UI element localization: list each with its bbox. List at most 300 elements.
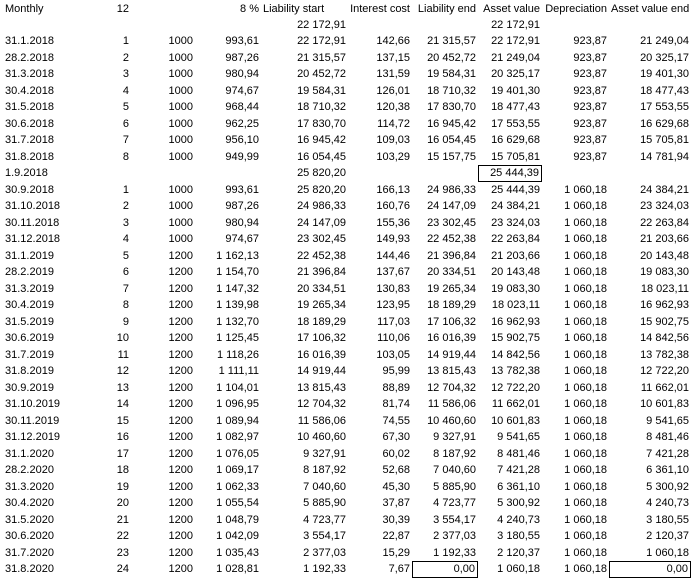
cell-date[interactable]: 28.2.2020	[5, 464, 54, 476]
cell-interest-cost[interactable]: 52,68	[382, 464, 410, 476]
cell-payment[interactable]: 1200	[168, 431, 193, 443]
cell-period[interactable]	[93, 165, 131, 182]
cell-liability-end[interactable]: 4 723,77	[433, 497, 476, 509]
cell-liability-end[interactable]: 21 396,84	[427, 249, 476, 262]
cell-payment[interactable]: 1200	[168, 315, 193, 328]
cell-period[interactable]: 8	[122, 299, 129, 311]
cell-interest-cost[interactable]: 155,36	[376, 216, 410, 229]
cell-asset-value[interactable]: 3 180,55	[497, 530, 540, 542]
cell-asset-value[interactable]: 15 705,81	[491, 150, 540, 163]
cell-date[interactable]: 30.11.2019	[5, 414, 60, 427]
cell-depreciation[interactable]: 1 060,18	[564, 398, 607, 410]
cell-present-value[interactable]: 962,25	[225, 117, 259, 130]
cell-interest-cost[interactable]: 15,29	[382, 546, 410, 559]
cell-depreciation[interactable]: 1 060,18	[564, 530, 607, 542]
cell-date[interactable]: 31.5.2018	[5, 101, 54, 113]
cell-period[interactable]: 15	[116, 414, 129, 427]
cell-asset-value-end[interactable]: 20 325,17	[640, 51, 689, 64]
cell-asset-value-end[interactable]: 16 629,68	[640, 117, 689, 130]
cell-date[interactable]: 30.11.2018	[5, 216, 60, 229]
cell-depreciation[interactable]: 1 060,18	[564, 233, 607, 245]
cell-asset-value[interactable]: 16 962,93	[491, 315, 540, 328]
cell-date[interactable]: 30.6.2019	[5, 332, 54, 344]
cell-liability-start[interactable]: 21 396,84	[297, 266, 346, 278]
cell-payment[interactable]: 1000	[168, 200, 193, 212]
cell-liability-end[interactable]	[412, 17, 478, 34]
cell-asset-value-end[interactable]: 15 902,75	[640, 315, 689, 328]
cell-liability-end[interactable]: 20 452,72	[427, 51, 476, 64]
cell-asset-value-end[interactable]	[609, 165, 691, 182]
cell-date[interactable]: 31.7.2020	[5, 546, 54, 559]
cell-asset-value-end[interactable]: 22 263,84	[640, 216, 689, 229]
cell-period[interactable]: 4	[122, 233, 129, 245]
cell-depreciation[interactable]: 1 060,18	[564, 200, 607, 212]
cell-interest-cost[interactable]: 67,30	[382, 431, 410, 443]
cell-liability-end[interactable]: 14 919,44	[427, 348, 476, 361]
cell-asset-value-end[interactable]: 12 722,20	[640, 365, 689, 377]
cell-present-value[interactable]: 1 082,97	[216, 431, 259, 443]
cell-interest-cost[interactable]: 37,87	[382, 497, 410, 509]
cell-depreciation[interactable]: 923,87	[573, 35, 607, 47]
cell-interest-cost[interactable]: 22,87	[382, 530, 410, 542]
cell-depreciation[interactable]: 923,87	[573, 117, 607, 130]
cell-interest-cost[interactable]: 88,89	[382, 381, 410, 394]
cell-interest-cost[interactable]: 166,13	[376, 183, 410, 196]
cell-payment[interactable]: 1200	[168, 513, 193, 526]
cell-asset-value-end[interactable]: 3 180,55	[646, 513, 689, 526]
cell-asset-value-end[interactable]: 9 541,65	[646, 414, 689, 427]
cell-asset-value-end[interactable]: 18 477,43	[640, 84, 689, 97]
cell-period[interactable]: 7	[122, 282, 129, 295]
cell-interest-cost[interactable]: 95,99	[382, 365, 410, 377]
cell-payment[interactable]: 1000	[168, 84, 193, 97]
cell-present-value[interactable]: 1 055,54	[216, 497, 259, 509]
cell-present-value[interactable]: 1 042,09	[216, 530, 259, 542]
cell-period[interactable]: 20	[116, 497, 129, 509]
cell-payment[interactable]: 1000	[168, 35, 193, 47]
cell-depreciation[interactable]: 1 060,18	[564, 563, 607, 575]
cell-interest-cost[interactable]: 103,29	[376, 150, 410, 163]
cell-liability-end[interactable]: 12 704,32	[427, 381, 476, 394]
cell-depreciation[interactable]: 1 060,18	[564, 381, 607, 394]
cell-date[interactable]: 31.7.2019	[5, 348, 54, 361]
cell-present-value[interactable]: 1 062,33	[216, 480, 259, 493]
cell-liability-end[interactable]: 16 016,39	[427, 332, 476, 344]
cell-interest-cost[interactable]: 142,66	[376, 35, 410, 47]
cell-interest-cost[interactable]: 109,03	[376, 134, 410, 146]
cell-present-value[interactable]: 1 089,94	[216, 414, 259, 427]
cell-liability-start[interactable]: 22 172,91	[297, 35, 346, 47]
cell-liability-end[interactable]: 13 815,43	[427, 365, 476, 377]
cell-asset-value[interactable]: 1 060,18	[497, 563, 540, 575]
cell-liability-start[interactable]: 4 723,77	[303, 513, 346, 526]
cell-liability-start[interactable]: 20 452,72	[297, 68, 346, 80]
cell-asset-value-end[interactable]: 8 481,46	[646, 431, 689, 443]
cell-date[interactable]: 31.10.2019	[5, 398, 61, 410]
cell-asset-value[interactable]: 25 444,39	[478, 165, 542, 182]
cell-date[interactable]: 31.3.2018	[5, 68, 54, 80]
cell-present-value[interactable]: 1 118,26	[216, 348, 259, 361]
cell-liability-end[interactable]: 16 054,45	[427, 134, 476, 146]
cell-period[interactable]: 18	[116, 464, 129, 476]
cell-payment[interactable]: 1000	[168, 51, 193, 64]
cell-asset-value-end[interactable]: 16 962,93	[640, 299, 689, 311]
cell-liability-start[interactable]: 24 986,33	[297, 200, 346, 212]
cell-payment[interactable]	[131, 17, 195, 34]
cell-date[interactable]: 31.1.2019	[5, 249, 54, 262]
cell-liability-start[interactable]: 16 945,42	[297, 134, 346, 146]
cell-liability-end[interactable]: 2 377,03	[433, 530, 476, 542]
cell-present-value[interactable]: 1 139,98	[216, 299, 259, 311]
cell-period[interactable]: 23	[116, 546, 129, 559]
cell-depreciation[interactable]: 1 060,18	[564, 464, 607, 476]
cell-asset-value[interactable]: 21 203,66	[491, 249, 540, 262]
cell-interest-cost[interactable]: 74,55	[382, 414, 410, 427]
cell-asset-value[interactable]: 9 541,65	[497, 431, 540, 443]
cell-date[interactable]: 31.5.2020	[5, 513, 54, 526]
cell-period[interactable]: 16	[116, 431, 129, 443]
cell-date[interactable]: 31.1.2020	[5, 447, 54, 460]
cell-present-value[interactable]: 974,67	[225, 84, 259, 97]
cell-interest-cost[interactable]: 126,01	[376, 84, 410, 97]
cell-depreciation[interactable]: 923,87	[573, 134, 607, 146]
cell-liability-start[interactable]: 17 106,32	[297, 332, 346, 344]
cell-asset-value-end[interactable]	[609, 17, 691, 34]
cell-liability-end[interactable]: 16 945,42	[427, 117, 476, 130]
cell-asset-value[interactable]: 18 023,11	[491, 299, 540, 311]
cell-liability-end[interactable]: 19 265,34	[427, 282, 476, 295]
cell-interest-cost[interactable]: 60,02	[382, 447, 410, 460]
cell-present-value[interactable]: 1 125,45	[216, 332, 259, 344]
cell-asset-value[interactable]: 19 083,30	[491, 282, 540, 295]
cell-asset-value[interactable]: 10 601,83	[491, 414, 540, 427]
cell-period[interactable]: 13	[116, 381, 129, 394]
cell-interest-cost[interactable]: 103,05	[376, 348, 410, 361]
cell-asset-value[interactable]: 12 722,20	[491, 381, 540, 394]
cell-asset-value-end[interactable]: 18 023,11	[640, 282, 689, 295]
cell-liability-end[interactable]: 1 192,33	[433, 546, 476, 559]
cell-interest-cost[interactable]: 110,06	[377, 332, 410, 344]
cell-liability-start[interactable]: 7 040,60	[303, 480, 346, 493]
cell-asset-value-end[interactable]: 11 662,01	[640, 381, 689, 394]
cell-date[interactable]: 31.8.2018	[5, 150, 54, 163]
header-monthly[interactable]: Monthly	[5, 3, 44, 15]
cell-period[interactable]	[93, 17, 131, 34]
cell-present-value[interactable]	[195, 165, 261, 182]
cell-period[interactable]: 21	[116, 513, 129, 526]
cell-depreciation[interactable]: 923,87	[573, 150, 607, 163]
header-interest-cost[interactable]: Interest cost	[350, 3, 410, 15]
cell-liability-start[interactable]: 12 704,32	[297, 398, 346, 410]
cell-period[interactable]: 9	[122, 315, 129, 328]
cell-present-value[interactable]: 968,44	[225, 101, 259, 113]
cell-date[interactable]: 30.6.2018	[5, 117, 54, 130]
cell-depreciation[interactable]: 1 060,18	[564, 332, 607, 344]
cell-payment[interactable]: 1200	[168, 299, 193, 311]
cell-period[interactable]: 22	[116, 530, 129, 542]
cell-depreciation[interactable]: 1 060,18	[564, 431, 607, 443]
cell-payment[interactable]: 1000	[168, 134, 193, 146]
cell-depreciation[interactable]: 1 060,18	[564, 480, 607, 493]
cell-liability-start[interactable]: 3 554,17	[303, 530, 346, 542]
cell-interest-cost[interactable]: 144,46	[376, 249, 410, 262]
cell-period[interactable]: 6	[122, 117, 129, 130]
cell-interest-cost[interactable]: 114,72	[377, 117, 410, 130]
cell-payment[interactable]: 1200	[168, 447, 193, 460]
cell-period[interactable]: 8	[122, 150, 129, 163]
cell-asset-value[interactable]: 8 481,46	[497, 447, 540, 460]
cell-present-value[interactable]: 1 069,17	[216, 464, 259, 476]
header-asset-value-end[interactable]: Asset value end	[611, 3, 690, 15]
cell-asset-value[interactable]: 13 782,38	[491, 365, 540, 377]
cell-liability-start[interactable]: 18 710,32	[297, 101, 346, 113]
cell-asset-value-end[interactable]: 2 120,37	[646, 530, 689, 542]
cell-period[interactable]: 5	[122, 101, 129, 113]
cell-asset-value-end[interactable]: 17 553,55	[640, 101, 689, 113]
cell-date[interactable]: 31.7.2018	[5, 134, 54, 146]
cell-liability-end[interactable]: 17 106,32	[427, 315, 476, 328]
cell-present-value[interactable]: 987,26	[225, 51, 259, 64]
cell-date[interactable]: 30.9.2018	[5, 183, 54, 196]
cell-date[interactable]: 31.12.2018	[5, 233, 61, 245]
cell-date[interactable]: 30.4.2019	[5, 299, 54, 311]
cell-period[interactable]: 4	[122, 84, 129, 97]
cell-date[interactable]: 31.10.2018	[5, 200, 61, 212]
cell-interest-cost[interactable]: 117,03	[377, 315, 410, 328]
cell-payment[interactable]: 1000	[168, 68, 193, 80]
cell-period[interactable]: 17	[116, 447, 129, 460]
cell-period[interactable]: 1	[122, 183, 129, 196]
cell-interest-cost[interactable]: 137,67	[376, 266, 410, 278]
cell-asset-value[interactable]: 23 324,03	[491, 216, 540, 229]
cell-asset-value[interactable]: 21 249,04	[491, 51, 540, 64]
cell-payment[interactable]: 1000	[168, 150, 193, 163]
cell-liability-end[interactable]: 8 187,92	[433, 447, 476, 460]
cell-depreciation[interactable]	[542, 17, 609, 34]
cell-depreciation[interactable]: 1 060,18	[564, 513, 607, 526]
cell-depreciation[interactable]: 923,87	[573, 68, 607, 80]
cell-liability-start[interactable]: 20 334,51	[297, 282, 346, 295]
cell-depreciation[interactable]: 923,87	[573, 101, 607, 113]
cell-liability-start[interactable]: 21 315,57	[297, 51, 346, 64]
cell-date[interactable]: 30.4.2018	[5, 84, 54, 97]
cell-payment[interactable]: 1200	[168, 414, 193, 427]
cell-period[interactable]: 3	[122, 68, 129, 80]
cell-present-value[interactable]: 980,94	[225, 216, 259, 229]
cell-liability-start[interactable]: 16 054,45	[297, 150, 346, 163]
cell-present-value[interactable]: 993,61	[225, 35, 259, 47]
cell-date[interactable]: 1.9.2018	[5, 167, 48, 179]
cell-liability-end[interactable]: 10 460,60	[427, 414, 476, 427]
header-liability-end[interactable]: Liability end	[417, 3, 476, 15]
cell-present-value[interactable]: 1 028,81	[216, 563, 259, 575]
header-liability-start[interactable]: Liability start	[263, 3, 325, 15]
cell-asset-value-end[interactable]: 6 361,10	[646, 464, 689, 476]
cell-present-value[interactable]: 1 162,13	[216, 249, 259, 262]
cell-asset-value[interactable]: 4 240,73	[497, 513, 540, 526]
cell-liability-end[interactable]: 7 040,60	[433, 464, 476, 476]
cell-liability-end[interactable]: 21 315,57	[427, 35, 476, 47]
cell-liability-start[interactable]: 11 586,06	[297, 414, 346, 427]
cell-liability-start[interactable]: 13 815,43	[297, 381, 346, 394]
cell-date[interactable]: 28.2.2018	[5, 51, 54, 64]
cell-liability-end[interactable]: 9 327,91	[433, 431, 476, 443]
cell-date[interactable]: 31.3.2019	[5, 282, 54, 295]
cell-asset-value-end[interactable]: 15 705,81	[640, 134, 689, 146]
cell-liability-start[interactable]: 8 187,92	[303, 464, 346, 476]
cell-liability-end[interactable]: 18 710,32	[427, 84, 476, 97]
cell-liability-end[interactable]: 23 302,45	[427, 216, 476, 229]
cell-asset-value-end[interactable]: 20 143,48	[640, 249, 689, 262]
cell-asset-value[interactable]: 22 172,91	[491, 18, 540, 31]
cell-liability-end[interactable]: 24 147,09	[427, 200, 476, 212]
cell-present-value[interactable]: 1 154,70	[216, 266, 259, 278]
cell-asset-value[interactable]: 5 300,92	[497, 497, 540, 509]
cell-period[interactable]: 24	[116, 563, 129, 575]
cell-present-value[interactable]: 1 104,01	[216, 381, 259, 394]
cell-asset-value-end[interactable]: 19 083,30	[640, 266, 689, 278]
cell-date[interactable]: 28.2.2019	[5, 266, 54, 278]
cell-period[interactable]: 14	[116, 398, 129, 410]
cell-present-value[interactable]: 956,10	[225, 134, 259, 146]
cell-asset-value-end[interactable]: 4 240,73	[646, 497, 689, 509]
cell-asset-value[interactable]: 19 401,30	[491, 84, 540, 97]
cell-liability-end[interactable]: 5 885,90	[433, 480, 476, 493]
cell-asset-value[interactable]: 22 263,84	[491, 233, 540, 245]
cell-payment[interactable]: 1200	[168, 381, 193, 394]
cell-asset-value-end[interactable]: 14 842,56	[640, 332, 689, 344]
cell-interest-cost[interactable]: 149,93	[376, 233, 410, 245]
cell-asset-value-end[interactable]: 7 421,28	[646, 447, 689, 460]
cell-asset-value-end[interactable]: 23 324,03	[640, 200, 689, 212]
cell-depreciation[interactable]: 1 060,18	[564, 249, 607, 262]
cell-asset-value[interactable]: 16 629,68	[491, 134, 540, 146]
cell-liability-start[interactable]: 24 147,09	[297, 216, 346, 229]
cell-asset-value[interactable]: 15 902,75	[491, 332, 540, 344]
cell-present-value[interactable]: 987,26	[225, 200, 259, 212]
cell-liability-start[interactable]: 16 016,39	[297, 348, 346, 361]
cell-liability-start[interactable]: 10 460,60	[297, 431, 346, 443]
cell-present-value[interactable]	[195, 17, 261, 34]
cell-asset-value[interactable]: 11 662,01	[491, 398, 540, 410]
cell-liability-start[interactable]: 18 189,29	[297, 315, 346, 328]
cell-interest-cost[interactable]: 137,15	[376, 51, 410, 64]
header-interest-rate[interactable]: 8 %	[240, 3, 259, 15]
cell-asset-value[interactable]: 18 477,43	[491, 101, 540, 113]
cell-depreciation[interactable]: 1 060,18	[564, 315, 607, 328]
cell-depreciation[interactable]: 1 060,18	[564, 266, 607, 278]
cell-depreciation[interactable]: 1 060,18	[564, 447, 607, 460]
cell-liability-end[interactable]: 0,00	[412, 561, 478, 578]
cell-depreciation[interactable]: 1 060,18	[564, 414, 607, 427]
cell-present-value[interactable]: 1 132,70	[216, 315, 259, 328]
cell-present-value[interactable]: 993,61	[225, 183, 259, 196]
cell-liability-start[interactable]: 22 452,38	[297, 249, 346, 262]
cell-asset-value-end[interactable]: 21 203,66	[640, 233, 689, 245]
cell-period[interactable]: 10	[116, 332, 129, 344]
cell-asset-value-end[interactable]: 24 384,21	[640, 183, 689, 196]
cell-date[interactable]: 31.5.2019	[5, 315, 54, 328]
cell-asset-value[interactable]: 20 143,48	[491, 266, 540, 278]
cell-present-value[interactable]: 1 035,43	[216, 546, 259, 559]
cell-asset-value[interactable]: 2 120,37	[497, 546, 540, 559]
cell-liability-end[interactable]: 22 452,38	[427, 233, 476, 245]
cell-date[interactable]: 31.1.2018	[5, 35, 54, 47]
cell-depreciation[interactable]	[542, 165, 609, 182]
cell-asset-value[interactable]: 22 172,91	[491, 35, 540, 47]
cell-liability-start[interactable]: 22 172,91	[297, 18, 346, 31]
cell-period[interactable]: 1	[122, 35, 129, 47]
cell-present-value[interactable]: 1 147,32	[216, 282, 259, 295]
cell-depreciation[interactable]: 1 060,18	[564, 497, 607, 509]
cell-date[interactable]: 30.4.2020	[5, 497, 54, 509]
cell-payment[interactable]: 1200	[168, 249, 193, 262]
cell-liability-end[interactable]: 19 584,31	[427, 68, 476, 80]
cell-liability-start[interactable]: 25 820,20	[297, 167, 346, 179]
cell-date[interactable]: 30.9.2019	[5, 381, 54, 394]
cell-depreciation[interactable]: 1 060,18	[564, 348, 607, 361]
cell-liability-end[interactable]: 17 830,70	[427, 101, 476, 113]
cell-liability-start[interactable]: 9 327,91	[303, 447, 346, 460]
cell-asset-value[interactable]: 7 421,28	[497, 464, 540, 476]
cell-depreciation[interactable]: 1 060,18	[564, 546, 607, 559]
cell-liability-end[interactable]: 18 189,29	[427, 299, 476, 311]
cell-present-value[interactable]: 1 048,79	[216, 513, 259, 526]
cell-date[interactable]: 31.8.2019	[5, 365, 54, 377]
cell-period[interactable]: 3	[122, 216, 129, 229]
cell-depreciation[interactable]: 1 060,18	[564, 365, 607, 377]
cell-payment[interactable]	[131, 165, 195, 182]
cell-period[interactable]: 11	[117, 348, 129, 361]
cell-liability-end[interactable]	[412, 165, 478, 182]
cell-depreciation[interactable]: 1 060,18	[564, 282, 607, 295]
cell-asset-value-end[interactable]: 19 401,30	[640, 68, 689, 80]
cell-payment[interactable]: 1200	[168, 530, 193, 542]
cell-interest-cost[interactable]: 30,39	[382, 513, 410, 526]
cell-period[interactable]: 12	[116, 365, 129, 377]
cell-interest-cost[interactable]: 130,83	[376, 282, 410, 295]
cell-date[interactable]: 31.3.2020	[5, 480, 54, 493]
cell-payment[interactable]: 1200	[168, 563, 193, 575]
cell-asset-value[interactable]: 24 384,21	[491, 200, 540, 212]
cell-liability-end[interactable]: 20 334,51	[427, 266, 476, 278]
cell-liability-start[interactable]: 17 830,70	[297, 117, 346, 130]
cell-payment[interactable]: 1200	[168, 332, 193, 344]
cell-interest-cost[interactable]: 45,30	[382, 480, 410, 493]
cell-payment[interactable]: 1200	[168, 480, 193, 493]
cell-date[interactable]: 31.12.2019	[5, 431, 61, 443]
cell-liability-start[interactable]: 23 302,45	[297, 233, 346, 245]
header-months-count[interactable]: 12	[116, 3, 129, 15]
cell-payment[interactable]: 1000	[168, 233, 193, 245]
cell-liability-end[interactable]: 15 157,75	[427, 150, 476, 163]
cell-period[interactable]: 2	[122, 200, 129, 212]
cell-present-value[interactable]: 1 111,11	[218, 365, 259, 377]
cell-depreciation[interactable]: 923,87	[573, 51, 607, 64]
cell-interest-cost[interactable]: 131,59	[376, 68, 410, 80]
cell-payment[interactable]: 1200	[168, 282, 193, 295]
cell-liability-end[interactable]: 3 554,17	[433, 513, 476, 526]
cell-interest-cost[interactable]	[348, 17, 412, 34]
cell-interest-cost[interactable]	[348, 165, 412, 182]
cell-payment[interactable]: 1200	[168, 348, 193, 361]
cell-date[interactable]	[3, 17, 93, 34]
cell-asset-value[interactable]: 6 361,10	[497, 480, 540, 493]
cell-present-value[interactable]: 980,94	[225, 68, 259, 80]
cell-depreciation[interactable]: 1 060,18	[564, 299, 607, 311]
cell-asset-value-end[interactable]: 21 249,04	[640, 35, 689, 47]
header-depreciation[interactable]: Depreciation	[545, 3, 607, 15]
